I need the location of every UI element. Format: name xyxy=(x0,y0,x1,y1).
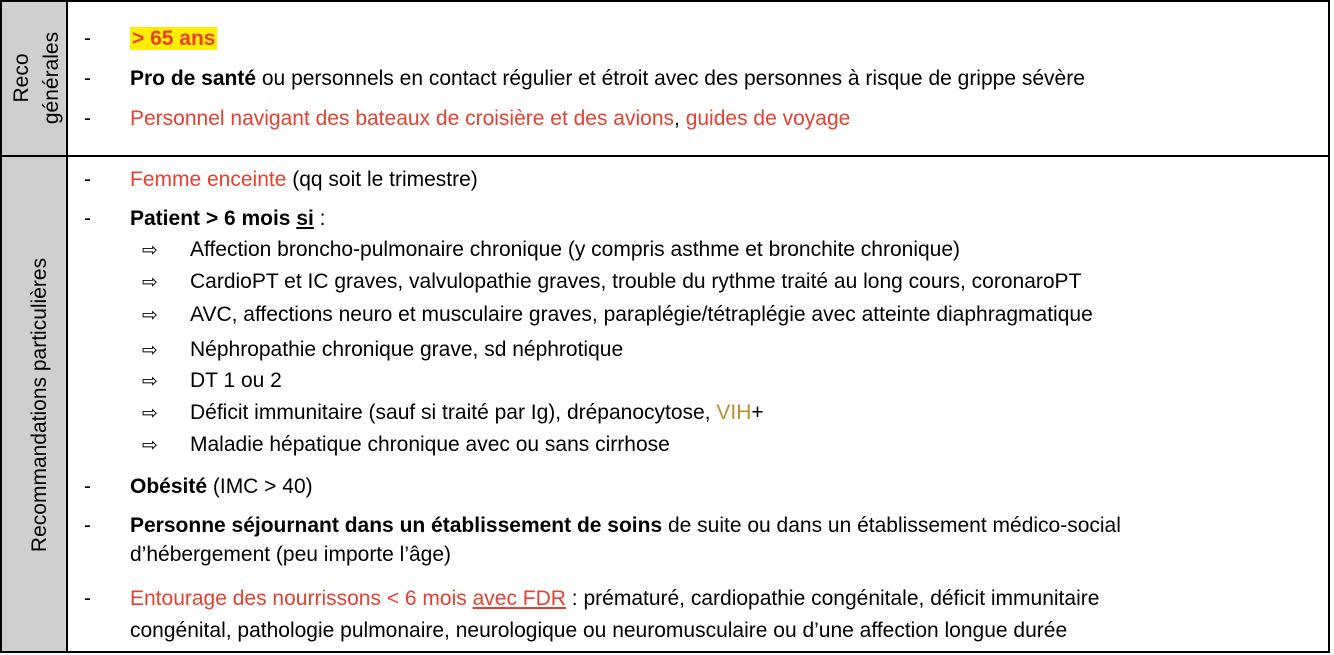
vih-plus: + xyxy=(751,401,764,424)
side-label-generales: générales xyxy=(40,31,63,125)
dash-bullet: - xyxy=(84,107,91,130)
arrow-right-icon: ⇨ xyxy=(142,339,158,361)
care-facility-continuation: d’hébergement (peu importe l’âge) xyxy=(130,543,452,566)
entourage-fdr-underlined: avec FDR xyxy=(472,587,566,610)
arrow-right-icon: ⇨ xyxy=(142,239,158,261)
patient-si-underlined: si xyxy=(296,207,314,230)
dash-bullet: - xyxy=(84,168,91,191)
care-facility-bold: Personne séjournant dans un établissement de soins xyxy=(130,514,663,537)
sub-item-text: Maladie hépatique chronique avec ou sans cirrhose xyxy=(190,433,670,456)
vih-text: VIH xyxy=(716,401,752,424)
entourage-rest: : prématuré, cardiopathie congénitale, déficit immunitaire xyxy=(565,587,1100,610)
infant-entourage-continuation: congénital, pathologie pulmonaire, neurologique ou neuromusculaire ou d’une affection longue durée xyxy=(130,619,1068,642)
arrow-right-icon: ⇨ xyxy=(142,402,158,424)
deficit-text: Déficit immunitaire (sauf si traité par Ig), drépanocytose, xyxy=(190,401,717,424)
dash-bullet: - xyxy=(84,207,91,230)
care-facility-rest: de suite ou dans un établissement médico-social xyxy=(662,514,1121,537)
general-content xyxy=(68,2,1328,155)
particular-content xyxy=(68,157,1328,651)
patient-tail: : xyxy=(313,207,326,230)
dash-bullet: - xyxy=(84,475,91,498)
arrow-right-icon: ⇨ xyxy=(142,271,158,293)
sub-item-text: CardioPT et IC graves, valvulopathie graves, trouble du rythme traité au long cours, coronaroPT xyxy=(190,270,1082,293)
dash-bullet: - xyxy=(84,67,91,90)
pregnant-rest: (qq soit le trimestre) xyxy=(286,168,478,191)
crew-text: Personnel navigant des bateaux de croisière et des avions xyxy=(130,107,675,130)
entourage-red: Entourage des nourrissons < 6 mois xyxy=(130,587,473,610)
sub-item-text: AVC, affections neuro et musculaire graves, paraplégie/tétraplégie avec atteinte diaphragmatique xyxy=(190,303,1093,326)
patient-bold: Patient > 6 mois xyxy=(130,207,297,230)
sub-item-text: Néphropathie chronique grave, sd néphrotique xyxy=(190,338,624,361)
dash-bullet: - xyxy=(84,587,91,610)
general-side-header xyxy=(2,2,68,155)
side-label-reco: Reco xyxy=(10,53,33,103)
obesity-rest: (IMC > 40) xyxy=(207,475,313,498)
dash-bullet: - xyxy=(84,514,91,537)
arrow-right-icon: ⇨ xyxy=(142,304,158,326)
sub-item-text: DT 1 ou 2 xyxy=(190,369,282,392)
arrow-right-icon: ⇨ xyxy=(142,434,158,456)
side-label-particular: Recommandations particulières xyxy=(28,257,51,553)
arrow-right-icon: ⇨ xyxy=(142,370,158,392)
health-pro-rest: ou personnels en contact régulier et étroit avec des personnes à risque de grippe sévère xyxy=(256,67,1085,90)
pregnant-red: Femme enceinte xyxy=(130,168,287,191)
particular-side-header xyxy=(2,157,68,651)
guides-text: guides de voyage xyxy=(685,107,851,130)
general-recommendations-row xyxy=(2,2,1328,157)
sub-item-text: Affection broncho-pulmonaire chronique (y compris asthme et bronchite chronique) xyxy=(190,238,961,261)
particular-recommendations-row xyxy=(2,157,1328,651)
health-pro-bold: Pro de santé xyxy=(130,67,257,90)
highlighted-age: > 65 ans xyxy=(132,27,216,50)
obesity-bold: Obésité xyxy=(130,475,208,498)
dash-bullet: - xyxy=(84,27,91,50)
crew-separator: , xyxy=(674,107,686,130)
